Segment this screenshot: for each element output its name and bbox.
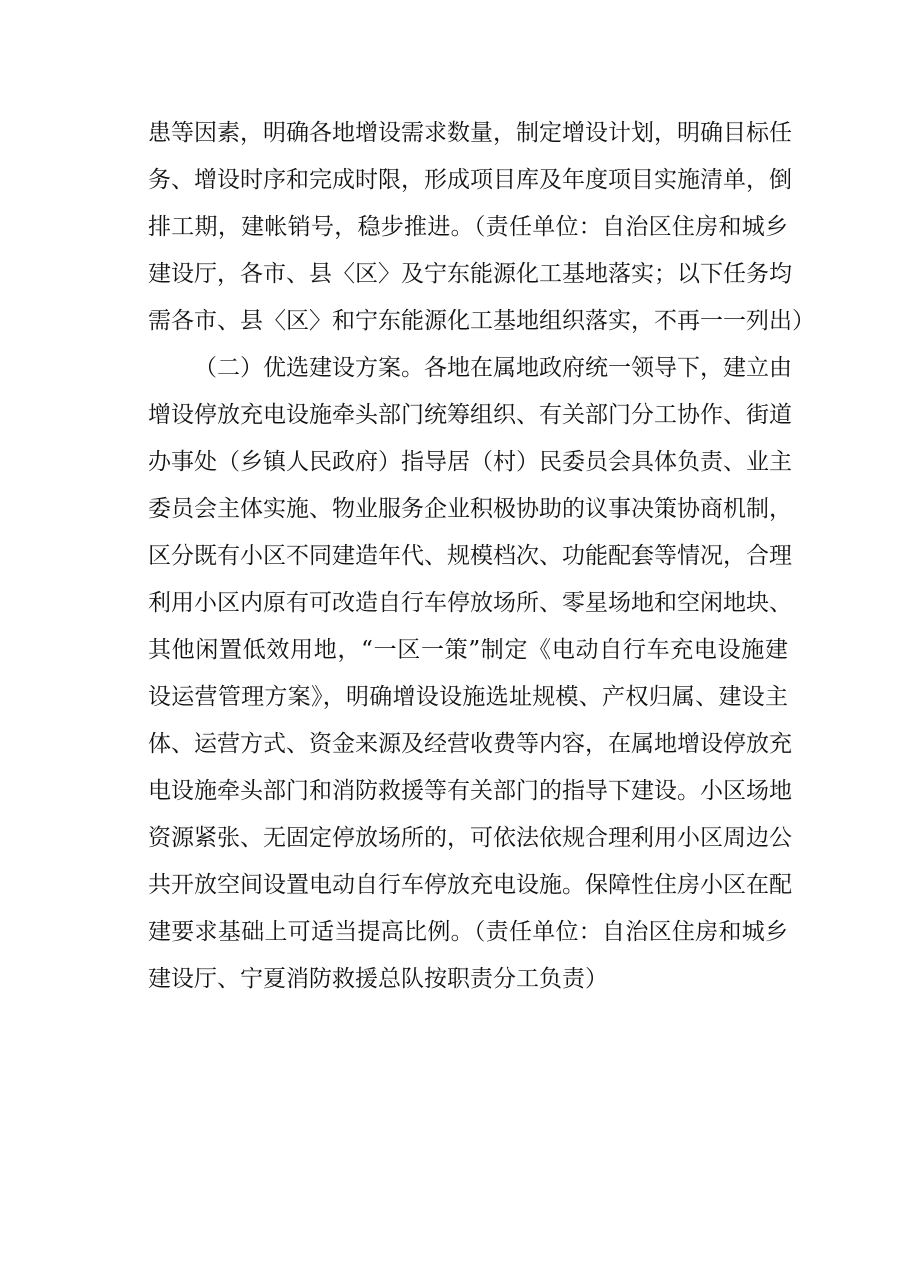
text-line-15: 电设施牵头部门和消防救援等有关部门的指导下建设。小区场地 bbox=[148, 778, 792, 804]
text-line-1: 患等因素，明确各地增设需求数量，制定增设计划，明确目标任 bbox=[148, 120, 792, 146]
text-line-17: 共开放空间设置电动自行车停放充电设施。保障性住房小区在配 bbox=[148, 872, 792, 898]
text-line-14: 体、运营方式、资金来源及经营收费等内容，在属地增设停放充 bbox=[148, 731, 792, 757]
document-body bbox=[148, 110, 815, 1003]
text-line-9: 委员会主体实施、物业服务企业积极协助的议事决策协商机制， bbox=[148, 496, 792, 522]
text-line-11: 利用小区内原有可改造自行车停放场所、零星场地和空闲地块、 bbox=[148, 590, 792, 616]
text-line-16: 资源紧张、无固定停放场所的，可依法依规合理利用小区周边公 bbox=[148, 825, 792, 851]
text-line-7: 增设停放充电设施牵头部门统筹组织、有关部门分工协作、街道 bbox=[148, 402, 792, 428]
text-line-18: 建要求基础上可适当提高比例。（责任单位：自治区住房和城乡 bbox=[148, 919, 788, 945]
text-line-4: 建设厅，各市、县〈区〉及宁东能源化工基地落实；以下任务均 bbox=[148, 261, 792, 287]
text-line-12: 其他闲置低效用地，“一区一策”制定《电动自行车充电设施建 bbox=[148, 637, 788, 663]
text-line-10: 区分既有小区不同建造年代、规模档次、功能配套等情况，合理 bbox=[148, 543, 792, 569]
text-line-5: 需各市、县〈区〉和宁东能源化工基地组织落实，不再一一列出） bbox=[148, 308, 815, 334]
text-line-13: 设运营管理方案》，明确增设设施选址规模、产权归属、建设主 bbox=[148, 684, 788, 710]
text-line-3: 排工期，建帐销号，稳步推进。（责任单位：自治区住房和城乡 bbox=[148, 214, 788, 240]
text-line-19: 建设厅、宁夏消防救援总队按职责分工负责） bbox=[148, 966, 608, 992]
text-line-8: 办事处（乡镇人民政府）指导居（村）民委员会具体负责、业主 bbox=[148, 449, 792, 475]
text-line-6: （二）优选建设方案。各地在属地政府统一领导下，建立由 bbox=[194, 355, 792, 381]
text-line-2: 务、增设时序和完成时限，形成项目库及年度项目实施清单，倒 bbox=[148, 167, 792, 193]
